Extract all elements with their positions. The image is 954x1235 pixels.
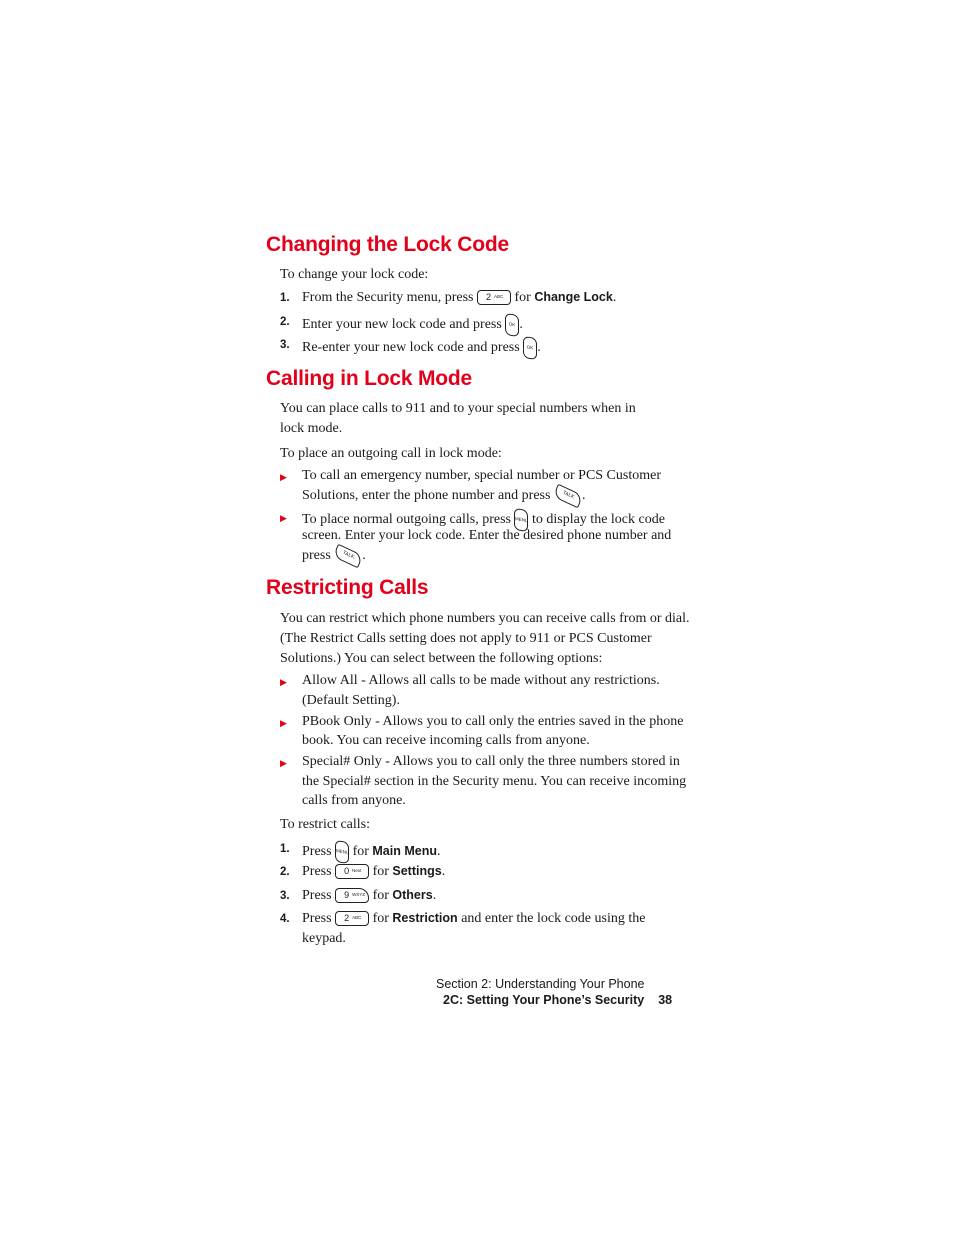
ok-key-icon: OK bbox=[505, 313, 519, 337]
step-bold-target: Change Lock bbox=[534, 290, 613, 304]
step-text: Press bbox=[302, 864, 332, 879]
key-letters: ABC bbox=[494, 294, 504, 300]
key-2-icon bbox=[335, 911, 369, 926]
heading-changing-lock-code: Changing the Lock Code bbox=[266, 233, 509, 256]
bullet-text-part: Solutions, enter the phone number and press bbox=[302, 488, 551, 503]
step-text: for bbox=[514, 290, 531, 305]
bullet-icon: ▶ bbox=[280, 473, 287, 483]
step-bold-target: Settings bbox=[392, 864, 442, 878]
bullet-text bbox=[302, 548, 366, 564]
key-letters: ABC bbox=[352, 915, 362, 921]
talk-key-icon: TALK bbox=[552, 484, 583, 509]
lock-code-step-3 bbox=[302, 337, 541, 359]
lock-mode-intro-1: You can place calls to 911 and to your special numbers when in bbox=[280, 401, 636, 416]
restrict-step-3 bbox=[302, 888, 436, 904]
restricting-intro-3: Solutions.) You can select between the following options: bbox=[280, 651, 603, 666]
step-text: . bbox=[537, 340, 541, 356]
lock-mode-intro-3: To place an outgoing call in lock mode: bbox=[280, 446, 502, 461]
step-text: and enter the lock code using the bbox=[457, 911, 646, 926]
bullet-text: screen. Enter your lock code. Enter the desired phone number and bbox=[302, 528, 672, 543]
lock-mode-intro-2: lock mode. bbox=[280, 421, 343, 436]
bullet-text-part: press bbox=[302, 548, 331, 563]
restrict-step-4-cont: keypad. bbox=[302, 931, 346, 946]
step-text: Re-enter your new lock code and press bbox=[302, 340, 520, 356]
ok-key-icon: OK bbox=[523, 336, 537, 360]
restrict-step-4 bbox=[302, 911, 645, 927]
option-text: the Special# section in the Security menu. You can receive incoming bbox=[302, 774, 687, 789]
option-text: book. You can receive incoming calls from anyone. bbox=[302, 733, 590, 748]
step-text: . bbox=[612, 290, 617, 305]
key-digit: 2 bbox=[485, 292, 491, 303]
bullet-text-part: . bbox=[362, 548, 366, 563]
step-text: . bbox=[432, 888, 437, 903]
step-number: 2. bbox=[280, 866, 290, 878]
step-number: 3. bbox=[280, 890, 290, 902]
restricting-intro-2: (The Restrict Calls setting does not apply to 911 or PCS Customer bbox=[280, 631, 652, 646]
option-text: (Default Setting). bbox=[302, 693, 400, 708]
step-number: 4. bbox=[280, 913, 290, 925]
step-number: 3. bbox=[280, 339, 290, 351]
step-text: for bbox=[352, 844, 369, 860]
option-text: Special# Only - Allows you to call only the three numbers stored in bbox=[302, 754, 680, 769]
option-text: calls from anyone. bbox=[302, 793, 406, 808]
key-digit: 0 bbox=[344, 866, 350, 877]
footer-chapter-title: 2C: Setting Your Phone’s Security bbox=[443, 993, 645, 1007]
menu-key-icon: MENU bbox=[514, 508, 528, 532]
key-letters: Next bbox=[352, 868, 362, 874]
step-text: From the Security menu, press bbox=[302, 290, 474, 305]
restricting-intro-1: You can restrict which phone numbers you can receive calls from or dial. bbox=[280, 611, 690, 626]
option-text: Allow All - Allows all calls to be made without any restrictions. bbox=[302, 673, 660, 688]
restrict-step-2 bbox=[302, 864, 445, 880]
key-2-icon bbox=[477, 290, 511, 305]
step-text: for bbox=[372, 911, 389, 926]
key-letters: WXYZ bbox=[352, 892, 366, 898]
key-9-icon bbox=[335, 888, 369, 903]
option-text: PBook Only - Allows you to call only the entries saved in the phone bbox=[302, 714, 684, 729]
key-digit: 9 bbox=[344, 890, 350, 901]
talk-key-icon: TALK bbox=[333, 544, 364, 569]
bullet-icon: ▶ bbox=[280, 514, 287, 524]
lock-code-step-1 bbox=[302, 290, 616, 306]
step-text: . bbox=[519, 317, 523, 333]
key-digit: 2 bbox=[344, 913, 350, 924]
heading-calling-lock-mode: Calling in Lock Mode bbox=[266, 367, 473, 390]
page-number: 38 bbox=[658, 993, 673, 1007]
bullet-text-part: To place normal outgoing calls, press bbox=[302, 512, 511, 528]
step-number: 1. bbox=[280, 292, 290, 304]
heading-restricting-calls: Restricting Calls bbox=[266, 576, 429, 599]
lock-code-intro: To change your lock code: bbox=[280, 267, 429, 282]
footer-section: Section 2: Understanding Your Phone bbox=[436, 977, 645, 991]
step-text: Enter your new lock code and press bbox=[302, 317, 502, 333]
lock-code-step-2 bbox=[302, 314, 523, 336]
menu-key-icon: MENU bbox=[335, 840, 349, 864]
step-bold-target: Others bbox=[392, 888, 433, 902]
step-text: Press bbox=[302, 911, 332, 926]
step-text: for bbox=[372, 864, 389, 879]
step-text: Press bbox=[302, 888, 332, 903]
key-0-icon bbox=[335, 864, 369, 879]
bullet-icon: ▶ bbox=[280, 759, 287, 769]
bullet-text-part: . bbox=[581, 488, 586, 503]
bullet-icon: ▶ bbox=[280, 678, 287, 688]
step-text: for bbox=[372, 888, 389, 903]
to-restrict-label: To restrict calls: bbox=[280, 817, 370, 832]
bullet-text bbox=[302, 488, 585, 504]
step-number: 1. bbox=[280, 843, 290, 855]
bullet-icon: ▶ bbox=[280, 719, 287, 729]
bullet-text: To call an emergency number, special number or PCS Customer bbox=[302, 468, 662, 483]
bullet-text-part: to display the lock code bbox=[531, 512, 665, 528]
step-text: Press bbox=[302, 844, 332, 860]
step-text: . bbox=[441, 864, 446, 879]
step-bold-target: Main Menu bbox=[372, 844, 437, 859]
footer-chapter bbox=[443, 993, 672, 1007]
step-number: 2. bbox=[280, 316, 290, 328]
restrict-step-1 bbox=[302, 841, 440, 863]
step-text: . bbox=[436, 844, 441, 860]
step-bold-target: Restriction bbox=[392, 911, 458, 925]
